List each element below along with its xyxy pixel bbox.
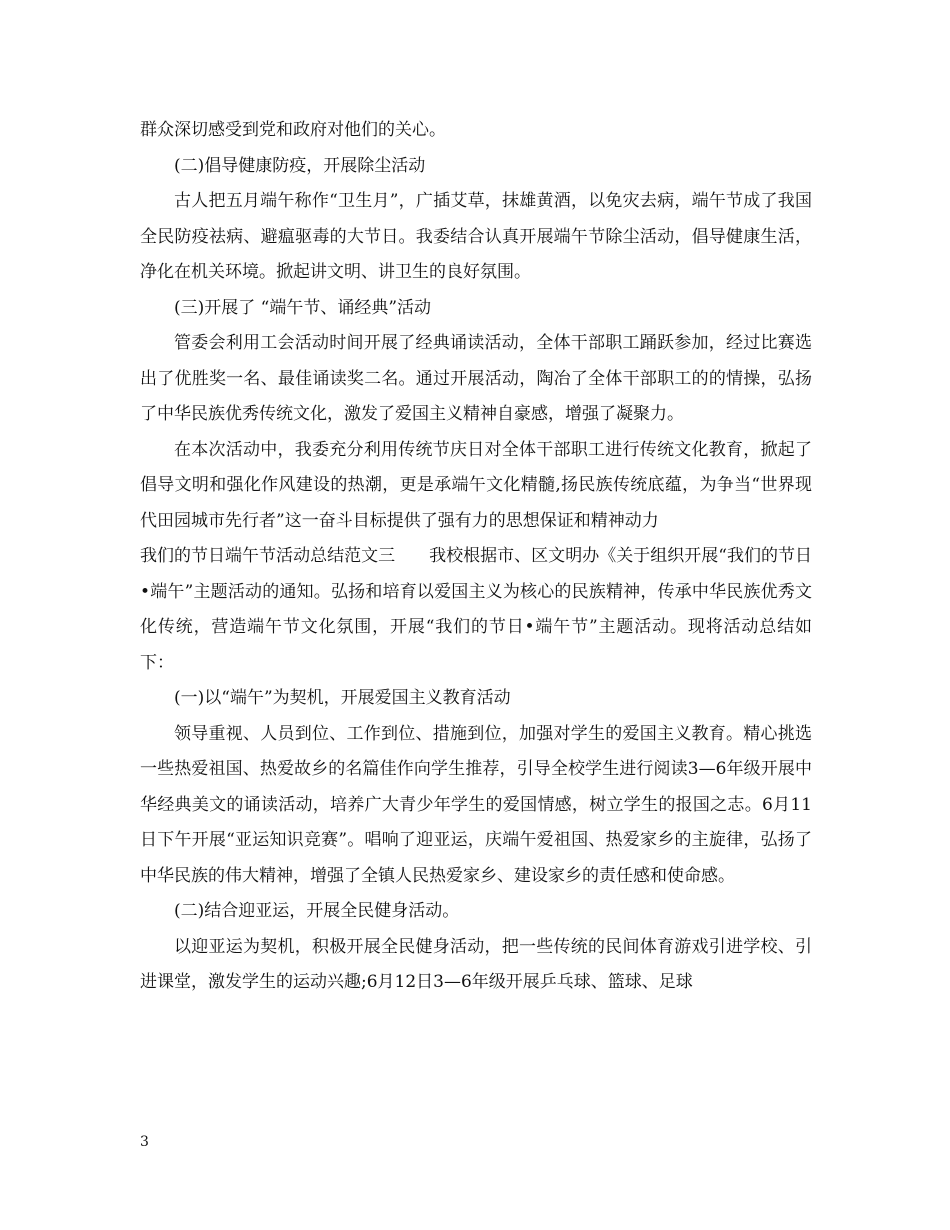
paragraph-5: 管委会利用工会活动时间开展了经典诵读活动，全体干部职工踊跃参加，经过比赛选出了优胜奖一名、最佳诵读奖二名。通过开展活动，陶冶了全体干部职工的的情操，弘扬了中华民族优秀传统文化，激发了爱国主义精神自豪感，增强了凝聚力。 [140,333,812,424]
section-heading-2: (二)倡导健康防疫，开展除尘活动 [174,155,426,176]
paragraph-7: 我们的节日端午节活动总结范文三 我校根据市、区文明办《关于组织开展“我们的节日•端午”主题活动的通知。弘扬和培育以爱国主义为核心的民族精神，传承中华民族优秀文化传统，营造端午节文化氛围，开展“我们的节日•端午节”主题活动。现将活动总结如下： [140,546,812,673]
page-number: 3 [140,1134,149,1150]
document-body [140,113,812,1001]
paragraph-9: 领导重视、人员到位、工作到位、措施到位，加强对学生的爱国主义教育。精心挑选一些热爱祖国、热爱故乡的名篇佳作向学生推荐，引导全校学生进行阅读3—6年级开展中华经典美文的诵读活动，培养广大青少年学生的爱国情感，树立学生的报国之志。6月11日下午开展“亚运知识竞赛”。唱响了迎亚运，庆端午爱祖国、热爱家乡的主旋律，弘扬了中华民族的伟大精神，增强了全镇人民热爱家乡、建设家乡的责任感和使命感。 [140,723,812,886]
paragraph-3: 古人把五月端午称作“卫生月”，广插艾草，抹雄黄酒，以免灾去病，端午节成了我国全民防疫祛病、避瘟驱毒的大节日。我委结合认真开展端午节除尘活动，倡导健康生活，净化在机关环境。掀起讲文明、讲卫生的良好氛围。 [140,191,812,282]
section-heading-2b: (二)结合迎亚运，开展全民健身活动。 [174,901,460,921]
section-heading-1: (一)以“端午”为契机，开展爱国主义教育活动 [174,688,511,708]
paragraph-6: 在本次活动中，我委充分利用传统节庆日对全体干部职工进行传统文化教育，掀起了倡导文明和强化作风建设的热潮，更是承端午文化精髓,扬民族传统底蕴，为争当“世界现代田园城市先行者”这一奋斗目标提供了强有力的思想保证和精神动力 [140,439,812,531]
paragraph-11: 以迎亚运为契机，积极开展全民健身活动，把一些传统的民间体育游戏引进学校、引进课堂，激发学生的运动兴趣;6月12日3—6年级开展乒乓球、篮球、足球 [140,936,812,992]
section-heading-3: (三)开展了 “端午节、诵经典”活动 [174,297,432,318]
paragraph-1: 群众深切感受到党和政府对他们的关心。 [140,120,446,140]
